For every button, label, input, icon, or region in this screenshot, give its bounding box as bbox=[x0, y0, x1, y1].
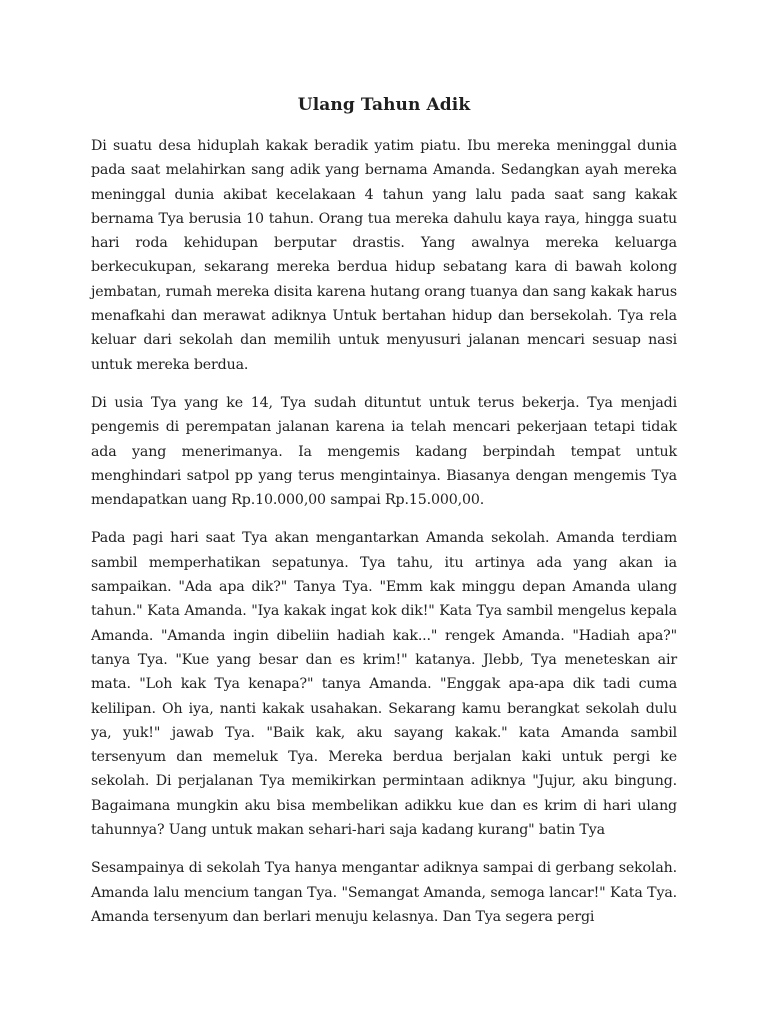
paragraph-2: Di usia Tya yang ke 14, Tya sudah dituntut untuk terus bekerja. Tya menjadi pengemis di perempatan jalanan karena ia telah mencari pekerjaan tetapi tidak ada yang menerimanya. Ia mengemis kadang berpindah tempat untuk menghindari satpol pp yang terus mengintainya. Biasanya dengan mengemis Tya mendapatkan uang Rp.10.000,00 sampai Rp.15.000,00. bbox=[91, 394, 677, 509]
paragraph-3: Pada pagi hari saat Tya akan mengantarkan Amanda sekolah. Amanda terdiam sambil memperhatikan sepatunya. Tya tahu, itu artinya ada yang akan ia sampaikan. "Ada apa dik?" Tanya Tya. "Emm kak minggu depan Amanda ulang tahun." Kata Amanda. "Iya kakak ingat kok dik!" Kata Tya sambil mengelus kepala Amanda. "Amanda ingin dibeliin hadiah kak..." rengek Amanda. "Hadiah apa?" tanya Tya. "Kue yang besar dan es krim!" katanya. Jlebb, Tya meneteskan air mata. "Loh kak Tya kenapa?" tanya Amanda. "Enggak apa-apa dik tadi cuma kelilipan. Oh iya, nanti kakak usahakan. Sekarang kamu berangkat sekolah dulu ya, yuk!" jawab Tya. "Baik kak, aku sayang kakak." kata Amanda sambil tersenyum dan memeluk Tya. Mereka berdua berjalan kaki untuk pergi ke sekolah. Di perjalanan Tya memikirkan permintaan adiknya "Jujur, aku bingung. Bagaimana mungkin aku bisa membelikan adikku kue dan es krim di hari ulang tahunnya? Uang untuk makan sehari-hari saja kadang kurang" batin Tya bbox=[91, 530, 677, 839]
document-title: Ulang Tahun Adik bbox=[297, 95, 471, 115]
paragraph-1: Di suatu desa hiduplah kakak beradik yatim piatu. Ibu mereka meninggal dunia pada saat melahirkan sang adik yang bernama Amanda. Sedangkan ayah mereka meninggal dunia akibat kecelakaan 4 tahun yang lalu pada saat sang kakak bernama Tya berusia 10 tahun. Orang tua mereka dahulu kaya raya, hingga suatu hari roda kehidupan berputar drastis. Yang awalnya mereka keluarga berkecukupan, sekarang mereka berdua hidup sebatang kara di bawah kolong jembatan, rumah mereka disita karena hutang orang tuanya dan sang kakak harus menafkahi dan merawat adiknya Untuk bertahan hidup dan bersekolah. Tya rela keluar dari sekolah dan memilih untuk menyusuri jalanan mencari sesuap nasi untuk mereka berdua. bbox=[91, 138, 677, 373]
paragraph-4: Sesampainya di sekolah Tya hanya mengantar adiknya sampai di gerbang sekolah. Amanda lalu mencium tangan Tya. "Semangat Amanda, semoga lancar!" Kata Tya. Amanda tersenyum dan berlari menuju kelasnya. Dan Tya segera pergi bbox=[91, 860, 677, 925]
document-page bbox=[91, 92, 677, 943]
